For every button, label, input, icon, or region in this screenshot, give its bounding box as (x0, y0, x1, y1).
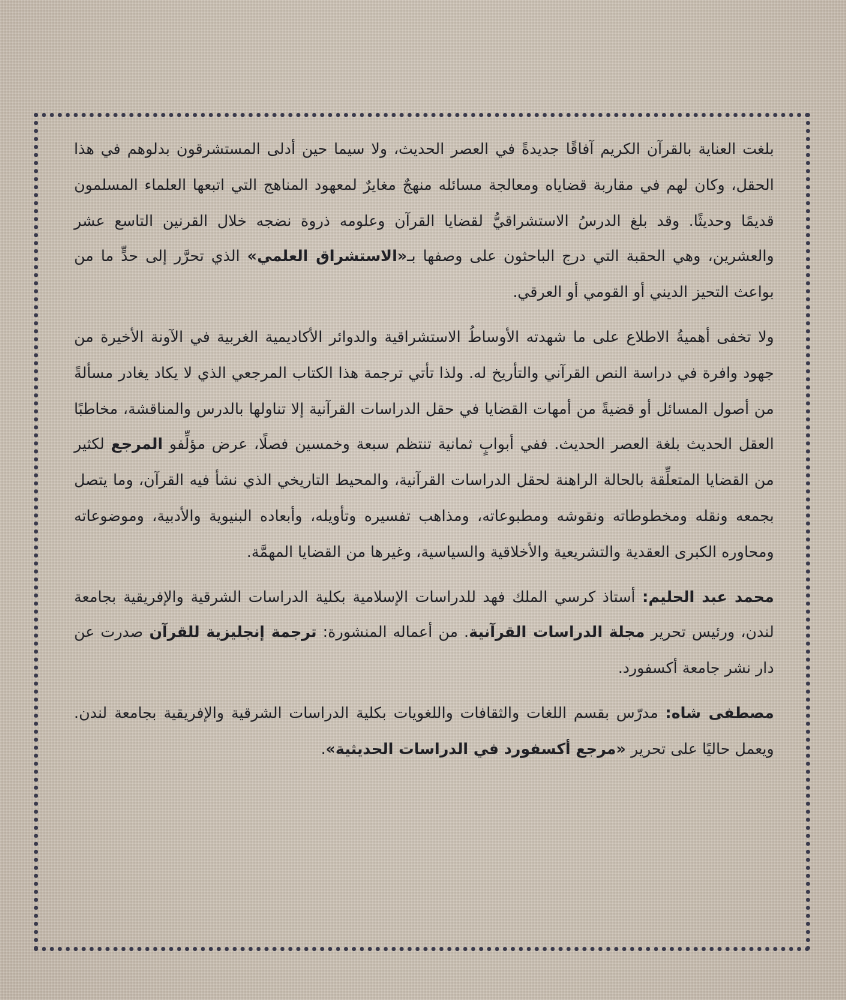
editor-bio-shah: مصطفى شاه: مدرّس بقسم اللغات والثقافات واللغويات بكلية الدراسات الشرقية والإفريقية بجامعة لندن. ويعمل حاليًا على تحرير «مرجع أكسفورد في الدراسات الحديثية». (74, 703, 774, 758)
intro-paragraph: بلغت العناية بالقرآن الكريم آفاقًا جديدةً في العصر الحديث، ولا سيما حين أدلى المستشرقون بدلوهم في هذا الحقل، وكان لهم في مقاربة قضاياه ومعالجة مسائله منهجٌ مغايرٌ لمعهود المناهج التي اتبعها العلماء المسلمون قديمًا وحديثًا. وقد بلغ الدرسُ الاستشراقيُّ لقضايا القرآن وعلومه ذروة نضجه خلال القرنين التاسع عشر والعشرين، وهي الحقبة التي درج الباحثون على وصفها بـ«الاستشراق العلمي» الذي تحرَّر إلى حدٍّ ما من بواعث التحيز الديني أو القومي أو العرقي. (74, 140, 774, 302)
journal-title: مجلة الدراسات القرآنية (468, 623, 645, 642)
bold-term-scientific-orientalism: «الاستشراق العلمي» (247, 247, 408, 266)
handbook-title: «مرجع أكسفورد في الدراسات الحديثية» (325, 739, 626, 758)
editor-name-shah: مصطفى شاه: (665, 703, 774, 722)
book-description-paragraph: ولا تخفى أهميةُ الاطلاع على ما شهدته الأوساطُ الاستشراقية والدوائر الأكاديمية الغربية في الآونة الأخيرة من جهود وافرة في دراسة النص القرآني والتأريخ له. ولذا تأتي ترجمة هذا الكتاب المرجعي الذي لا يكاد يغادر مسألةً من أصول المسائل أو قضيةً من أمهات القضايا في حقل الدراسات القرآنية إلا تناولها بالدرس والمناقشة، مخاطبًا العقل الحديث بلغة العصر الحديث. ففي أبوابٍ ثمانية تنتظم سبعة وخمسين فصلًا، عرض مؤلِّفو المرجع لكثير من القضايا المتعلِّقة بالحالة الراهنة لحقل الدراسات القرآنية، والمحيط التاريخي الذي نشأ فيه القرآن، وما يتصل بجمعه ونقله ومخطوطاته ونقوشه ومطبوعاته، ومذاهب تفسيره وتأويله، وأبعاده البنيوية والأدبية، وموضوعاته ومحاوره الكبرى العقدية والتشريعية والأخلاقية والسياسية، وغيرها من القضايا المهمَّة. (74, 327, 775, 561)
editor-name-abdel-haleem: محمد عبد الحليم: (642, 587, 774, 606)
editor-bio-abdel-haleem: محمد عبد الحليم: أستاذ كرسي الملك فهد للدراسات الإسلامية بكلية الدراسات الشرقية والإفريقية بجامعة لندن، ورئيس تحرير مجلة الدراسات القرآنية. من أعماله المنشورة: ترجمة إنجليزية للقرآن صدرت عن دار نشر جامعة أكسفورد. (74, 587, 774, 678)
back-cover-text (74, 132, 774, 777)
bold-term-reference: المرجع (110, 435, 163, 454)
translation-title: ترجمة إنجليزية للقرآن (149, 623, 317, 642)
